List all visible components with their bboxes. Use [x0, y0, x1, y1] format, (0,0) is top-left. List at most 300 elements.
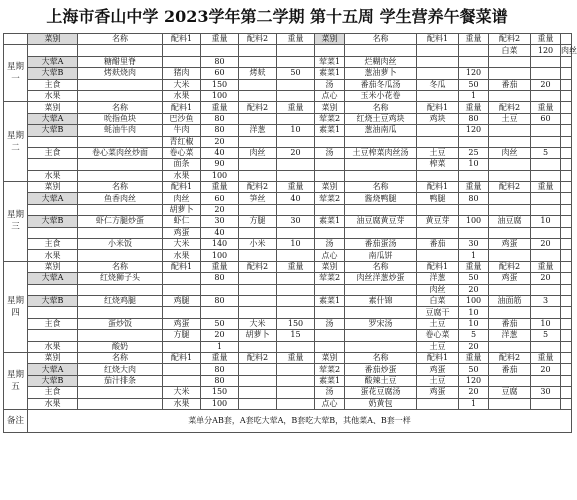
- table-cell: [163, 364, 201, 375]
- table-cell: 榨菜: [417, 159, 459, 170]
- table-cell: 肉丝: [417, 284, 459, 295]
- table-cell: 茄汁排条: [78, 375, 163, 386]
- table-row: [4, 227, 572, 238]
- table-cell: [561, 102, 572, 113]
- table-cell: 葱油萝卜: [345, 68, 417, 79]
- table-cell: 80: [201, 273, 239, 284]
- category-cell: 汤: [315, 239, 345, 250]
- table-cell: [531, 170, 561, 181]
- table-cell: [561, 170, 572, 181]
- header-cell: 配料1: [163, 34, 201, 45]
- table-cell: 重量: [531, 182, 561, 193]
- category-cell: 主食: [28, 239, 78, 250]
- table-cell: [417, 170, 459, 181]
- table-cell: [163, 284, 201, 295]
- table-cell: [417, 68, 459, 79]
- table-cell: 青红椒: [163, 136, 201, 147]
- table-cell: [345, 204, 417, 215]
- table-cell: 10: [277, 239, 315, 250]
- table-cell: 酸辣土豆: [345, 375, 417, 386]
- category-cell: 大荤B: [28, 295, 78, 306]
- table-cell: [561, 79, 572, 90]
- table-cell: 土豆: [489, 113, 531, 124]
- category-cell: 汤: [315, 318, 345, 329]
- table-cell: 80: [201, 295, 239, 306]
- table-cell: 配料2: [239, 182, 277, 193]
- table-cell: 120: [459, 125, 489, 136]
- category-cell: [28, 204, 78, 215]
- table-cell: 重量: [459, 102, 489, 113]
- table-cell: [239, 250, 277, 261]
- category-cell: 素菜1: [315, 125, 345, 136]
- table-row: [4, 273, 572, 284]
- table-cell: [239, 113, 277, 124]
- table-cell: [163, 45, 201, 56]
- header-cell: 重量: [201, 34, 239, 45]
- table-cell: [345, 284, 417, 295]
- table-cell: 60: [201, 193, 239, 204]
- table-cell: 名称: [78, 352, 163, 363]
- table-cell: [78, 330, 163, 341]
- table-cell: 1: [201, 341, 239, 352]
- table-row: [4, 193, 572, 204]
- table-row: [4, 375, 572, 386]
- table-cell: 80: [459, 113, 489, 124]
- header-cell: [561, 34, 572, 45]
- day-label: 星期四: [4, 261, 28, 352]
- table-cell: 20: [459, 341, 489, 352]
- category-cell: [28, 227, 78, 238]
- table-cell: 100: [459, 216, 489, 227]
- table-row: [4, 68, 572, 79]
- table-row: [4, 352, 572, 363]
- table-cell: 5: [531, 147, 561, 158]
- category-cell: 大荤B: [28, 68, 78, 79]
- category-cell: 菜别: [28, 102, 78, 113]
- table-cell: 配料1: [163, 182, 201, 193]
- table-cell: 肉丝: [239, 147, 277, 158]
- table-cell: [561, 147, 572, 158]
- menu-table: [3, 33, 577, 433]
- category-cell: 水果: [28, 341, 78, 352]
- category-cell: [315, 45, 345, 56]
- table-cell: [163, 307, 201, 318]
- header-cell: 重量: [277, 34, 315, 45]
- table-cell: 鸭腿: [417, 193, 459, 204]
- table-cell: [561, 250, 572, 261]
- table-cell: 番茄冬瓜汤: [345, 79, 417, 90]
- day-label: 星期三: [4, 182, 28, 262]
- table-cell: [277, 364, 315, 375]
- remark-row: [4, 409, 572, 432]
- table-cell: 20: [201, 330, 239, 341]
- table-cell: 豆腐干: [417, 307, 459, 318]
- table-cell: 土豆: [417, 375, 459, 386]
- table-cell: [489, 90, 531, 101]
- table-cell: 鸡蛋: [489, 273, 531, 284]
- table-cell: 配料2: [239, 352, 277, 363]
- table-row: [4, 295, 572, 306]
- category-cell: 汤: [315, 387, 345, 398]
- category-cell: 大荤A: [28, 273, 78, 284]
- category-cell: 菜别: [315, 352, 345, 363]
- table-cell: [345, 330, 417, 341]
- table-cell: 蛋炒饭: [78, 318, 163, 329]
- table-cell: [277, 284, 315, 295]
- table-row: [4, 398, 572, 409]
- category-cell: 大荤A: [28, 364, 78, 375]
- table-cell: 玉米小花卷: [345, 90, 417, 101]
- table-cell: [561, 159, 572, 170]
- table-row: [4, 239, 572, 250]
- table-cell: [78, 90, 163, 101]
- table-cell: 10: [459, 318, 489, 329]
- table-cell: [561, 398, 572, 409]
- table-cell: 洋葱: [489, 330, 531, 341]
- category-cell: 菜别: [28, 261, 78, 272]
- table-cell: [531, 227, 561, 238]
- table-cell: 80: [201, 113, 239, 124]
- table-cell: [417, 90, 459, 101]
- table-cell: [561, 239, 572, 250]
- table-cell: 120: [459, 375, 489, 386]
- table-cell: 小米饭: [78, 239, 163, 250]
- table-cell: 20: [201, 204, 239, 215]
- table-cell: [561, 182, 572, 193]
- table-cell: [239, 387, 277, 398]
- table-cell: [561, 387, 572, 398]
- table-cell: [561, 307, 572, 318]
- table-cell: [345, 45, 417, 56]
- table-cell: [561, 113, 572, 124]
- table-cell: [531, 90, 561, 101]
- category-cell: 水果: [28, 398, 78, 409]
- table-cell: [459, 56, 489, 67]
- table-row: [4, 341, 572, 352]
- category-cell: [315, 284, 345, 295]
- table-cell: [345, 227, 417, 238]
- header-cell: 重量: [531, 34, 561, 45]
- table-cell: [78, 227, 163, 238]
- table-cell: [239, 45, 277, 56]
- table-cell: 土豆榨菜肉丝汤: [345, 147, 417, 158]
- table-cell: 重量: [201, 261, 239, 272]
- table-cell: 烤麸: [239, 68, 277, 79]
- table-cell: [78, 79, 163, 90]
- category-cell: 大荤B: [28, 375, 78, 386]
- table-cell: 番茄: [489, 318, 531, 329]
- table-row: [4, 125, 572, 136]
- table-cell: 酸奶: [78, 341, 163, 352]
- table-cell: 鸡蛋: [163, 227, 201, 238]
- table-cell: 80: [201, 56, 239, 67]
- category-cell: 大荤A: [28, 193, 78, 204]
- table-cell: [277, 375, 315, 386]
- table-cell: 罗宋汤: [345, 318, 417, 329]
- table-cell: [239, 364, 277, 375]
- table-cell: [531, 284, 561, 295]
- table-cell: 水果: [163, 398, 201, 409]
- category-cell: 菜别: [315, 261, 345, 272]
- category-cell: 素菜1: [315, 68, 345, 79]
- table-cell: 大米: [239, 318, 277, 329]
- table-row: [4, 79, 572, 90]
- table-cell: 150: [201, 387, 239, 398]
- table-cell: 配料1: [163, 352, 201, 363]
- table-cell: 葱油南瓜: [345, 125, 417, 136]
- table-row: [4, 307, 572, 318]
- table-cell: 5: [531, 330, 561, 341]
- table-cell: 重量: [201, 102, 239, 113]
- table-row: [4, 216, 572, 227]
- table-cell: 名称: [345, 261, 417, 272]
- table-cell: [239, 79, 277, 90]
- table-cell: 大米: [163, 387, 201, 398]
- table-cell: [345, 159, 417, 170]
- table-cell: [239, 341, 277, 352]
- table-cell: 30: [277, 216, 315, 227]
- category-cell: 素菜1: [315, 216, 345, 227]
- table-cell: 配料1: [417, 182, 459, 193]
- category-cell: 荤菜2: [315, 273, 345, 284]
- table-cell: [417, 204, 459, 215]
- table-cell: [239, 295, 277, 306]
- category-cell: 点心: [315, 90, 345, 101]
- table-cell: [78, 204, 163, 215]
- table-cell: [489, 170, 531, 181]
- table-cell: 糖醋里脊: [78, 56, 163, 67]
- table-row: [4, 102, 572, 113]
- table-cell: 重量: [459, 261, 489, 272]
- category-cell: 大荤B: [28, 216, 78, 227]
- table-cell: [417, 250, 459, 261]
- table-cell: 重量: [277, 261, 315, 272]
- table-row: [4, 90, 572, 101]
- table-cell: 配料2: [489, 102, 531, 113]
- table-cell: [561, 56, 572, 67]
- table-cell: 胡萝卜: [163, 204, 201, 215]
- table-cell: 番茄: [489, 79, 531, 90]
- table-cell: 大米: [163, 79, 201, 90]
- table-cell: 卷心菜肉丝炒面: [78, 147, 163, 158]
- table-cell: 胡萝卜: [239, 330, 277, 341]
- header-cell: 菜别: [315, 34, 345, 45]
- table-cell: [277, 159, 315, 170]
- table-cell: 重量: [459, 352, 489, 363]
- table-cell: 10: [531, 216, 561, 227]
- table-cell: 油面筋: [489, 295, 531, 306]
- category-cell: 点心: [315, 250, 345, 261]
- table-cell: 烂糊肉丝: [345, 56, 417, 67]
- remark-label: 备注: [4, 409, 28, 432]
- table-cell: 名称: [78, 102, 163, 113]
- table-cell: 名称: [78, 182, 163, 193]
- table-cell: [239, 170, 277, 181]
- table-cell: 30: [531, 387, 561, 398]
- table-cell: [417, 45, 459, 56]
- table-cell: 南瓜饼: [345, 250, 417, 261]
- table-cell: 洋葱: [417, 273, 459, 284]
- table-cell: 5: [459, 330, 489, 341]
- table-cell: 120: [531, 45, 561, 56]
- table-cell: [277, 136, 315, 147]
- category-cell: 汤: [315, 147, 345, 158]
- table-cell: [239, 204, 277, 215]
- table-cell: 素什锦: [345, 295, 417, 306]
- table-cell: [417, 398, 459, 409]
- table-cell: 100: [201, 90, 239, 101]
- table-cell: [561, 125, 572, 136]
- table-cell: [277, 170, 315, 181]
- table-cell: [277, 227, 315, 238]
- category-cell: 主食: [28, 147, 78, 158]
- category-cell: [28, 159, 78, 170]
- table-cell: [561, 193, 572, 204]
- table-cell: [489, 136, 531, 147]
- table-cell: 猪肉: [163, 68, 201, 79]
- table-cell: [561, 295, 572, 306]
- table-cell: [201, 307, 239, 318]
- day-label: 星期二: [4, 102, 28, 182]
- table-cell: [489, 307, 531, 318]
- table-cell: 肉丝: [561, 45, 577, 55]
- table-cell: [239, 284, 277, 295]
- table-cell: 15: [277, 330, 315, 341]
- table-cell: [561, 375, 572, 386]
- category-cell: 水果: [28, 90, 78, 101]
- table-cell: [78, 307, 163, 318]
- table-cell: [531, 68, 561, 79]
- table-cell: 90: [201, 159, 239, 170]
- table-cell: [239, 136, 277, 147]
- table-cell: 鸡蛋: [163, 318, 201, 329]
- table-cell: 重量: [531, 352, 561, 363]
- table-cell: 番茄炒蛋: [345, 364, 417, 375]
- table-cell: [277, 295, 315, 306]
- corner-cell: [4, 34, 28, 45]
- table-cell: 50: [201, 318, 239, 329]
- table-cell: [459, 45, 489, 56]
- table-cell: 卷心菜: [163, 147, 201, 158]
- table-cell: 名称: [345, 102, 417, 113]
- table-cell: [561, 330, 572, 341]
- table-cell: [163, 56, 201, 67]
- table-cell: [459, 227, 489, 238]
- table-cell: 土豆: [417, 147, 459, 158]
- table-cell: 100: [201, 250, 239, 261]
- table-cell: 150: [201, 79, 239, 90]
- table-cell: [489, 193, 531, 204]
- table-cell: 鸡蛋: [417, 387, 459, 398]
- category-cell: 素菜1: [315, 295, 345, 306]
- table-cell: 140: [201, 239, 239, 250]
- table-cell: 卷心菜: [417, 330, 459, 341]
- table-cell: 面条: [163, 159, 201, 170]
- table-cell: 名称: [345, 182, 417, 193]
- table-cell: [561, 341, 572, 352]
- table-row: [4, 318, 572, 329]
- table-cell: [489, 227, 531, 238]
- table-cell: 100: [201, 170, 239, 181]
- table-cell: [561, 136, 572, 147]
- table-cell: [531, 193, 561, 204]
- table-cell: 方腿: [239, 216, 277, 227]
- table-cell: 20: [277, 147, 315, 158]
- table-cell: [561, 68, 572, 79]
- table-row: [4, 250, 572, 261]
- table-cell: 水果: [163, 250, 201, 261]
- table-cell: [531, 136, 561, 147]
- table-row: [4, 364, 572, 375]
- table-cell: 1: [459, 398, 489, 409]
- table-cell: [345, 341, 417, 352]
- category-cell: 荤菜2: [315, 113, 345, 124]
- table-cell: 配料1: [163, 102, 201, 113]
- table-cell: 20: [531, 239, 561, 250]
- table-cell: 吮指鱼块: [78, 113, 163, 124]
- category-cell: 大荤B: [28, 125, 78, 136]
- table-cell: [239, 227, 277, 238]
- table-cell: [417, 227, 459, 238]
- table-cell: 巴沙鱼: [163, 113, 201, 124]
- table-cell: 肉丝: [163, 193, 201, 204]
- table-cell: 土豆: [417, 341, 459, 352]
- table-cell: 100: [459, 295, 489, 306]
- table-row: [4, 182, 572, 193]
- table-cell: 油豆腐黄豆芽: [345, 216, 417, 227]
- table-cell: 配料2: [489, 352, 531, 363]
- table-cell: [201, 284, 239, 295]
- category-cell: 水果: [28, 170, 78, 181]
- table-cell: [531, 204, 561, 215]
- table-cell: [277, 387, 315, 398]
- category-cell: 素菜1: [315, 375, 345, 386]
- header-cell: 名称: [345, 34, 417, 45]
- table-cell: 红烧鸡腿: [78, 295, 163, 306]
- table-cell: [239, 375, 277, 386]
- category-cell: 大荤A: [28, 113, 78, 124]
- table-cell: 红烧狮子头: [78, 273, 163, 284]
- table-cell: 鸡腿: [163, 295, 201, 306]
- table-cell: 红烧大肉: [78, 364, 163, 375]
- table-cell: [78, 45, 163, 56]
- table-cell: 虾仁方腿炒蛋: [78, 216, 163, 227]
- table-cell: [239, 56, 277, 67]
- table-cell: [561, 216, 572, 227]
- table-cell: 80: [201, 364, 239, 375]
- table-cell: 鸡蛋: [489, 239, 531, 250]
- table-cell: [561, 364, 572, 375]
- table-cell: 30: [459, 239, 489, 250]
- table-cell: [531, 250, 561, 261]
- category-cell: [315, 170, 345, 181]
- table-cell: [239, 159, 277, 170]
- table-cell: [459, 204, 489, 215]
- table-cell: 豆腐: [489, 387, 531, 398]
- table-row: [4, 170, 572, 181]
- table-cell: [78, 398, 163, 409]
- category-cell: [315, 227, 345, 238]
- table-cell: [489, 284, 531, 295]
- table-row: [4, 113, 572, 124]
- page-title: 上海市香山中学 2023学年第二学期 第十五周 学生营养午餐菜谱: [46, 7, 508, 26]
- table-cell: [489, 159, 531, 170]
- table-cell: [561, 227, 572, 238]
- table-cell: 配料1: [417, 352, 459, 363]
- header-cell: 菜别: [28, 34, 78, 45]
- table-cell: 1: [459, 250, 489, 261]
- table-cell: 80: [201, 375, 239, 386]
